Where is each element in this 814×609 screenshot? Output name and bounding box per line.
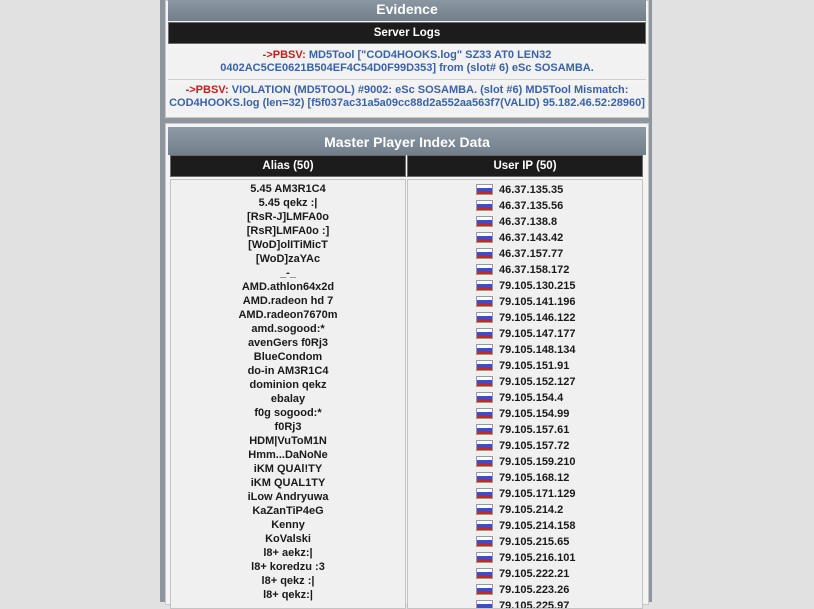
log-text: MD5Tool ["COD4HOOKS.log" SZ33 AT0 LEN32 0402AC5CE0621B504EF4C54D0F99D353] from (slot# 6) eSc SOSAMBA.	[220, 49, 594, 74]
ip-text: 79.105.168.12	[499, 472, 570, 484]
ip-item	[408, 390, 642, 406]
ip-item	[408, 294, 642, 310]
russia-flag-icon	[476, 568, 493, 579]
ip-item	[408, 374, 642, 390]
alias-item: f0Rj3	[274, 421, 302, 433]
log-text: VIOLATION (MD5TOOL) #9002: eSc SOSAMBA. (slot #6) MD5Tool Mismatch: COD4HOOKS.log (len=32) [f5f037ac31a5a09cc88d2a552aa563f7(VALID) 95.182.46.52:28960]	[169, 84, 645, 109]
russia-flag-icon	[476, 264, 493, 275]
ip-item	[408, 598, 642, 609]
ip-text: 79.105.151.91	[499, 360, 570, 372]
alias-item: iKM QUAl!TY	[253, 463, 323, 475]
alias-item: 5.45 qekz :|	[258, 197, 318, 209]
alias-item: iLow Andryuwa	[247, 491, 329, 503]
ip-text: 46.37.143.42	[499, 232, 564, 244]
russia-flag-icon	[476, 488, 493, 499]
russia-flag-icon	[476, 408, 493, 419]
alias-item: ebalay	[270, 393, 306, 405]
alias-item: avenGers f0Rj3	[247, 337, 329, 349]
ip-text: 79.105.225.97	[499, 600, 570, 609]
ip-text: 79.105.159.210	[499, 456, 576, 468]
ip-text: 79.105.148.134	[499, 344, 576, 356]
ip-item	[408, 502, 642, 518]
russia-flag-icon	[476, 456, 493, 467]
ip-text: 79.105.146.122	[499, 312, 576, 324]
russia-flag-icon	[476, 296, 493, 307]
ip-item	[408, 438, 642, 454]
ip-text: 79.105.152.127	[499, 376, 576, 388]
log-prefix: ->PBSV:	[185, 84, 229, 96]
alias-item: HDM|VuToM1N	[249, 435, 327, 447]
ip-item	[408, 406, 642, 422]
ip-list-cell	[407, 179, 643, 609]
russia-flag-icon	[476, 216, 493, 227]
ip-item	[408, 358, 642, 374]
alias-list-cell	[170, 179, 406, 609]
ip-item	[408, 518, 642, 534]
ip-column-header[interactable]: User IP (50)	[407, 155, 643, 177]
alias-item: l8+ koredzu :3	[251, 561, 325, 573]
russia-flag-icon	[476, 600, 493, 609]
ip-item	[408, 214, 642, 230]
evidence-panel	[165, 0, 649, 118]
ip-item	[408, 278, 642, 294]
ip-text: 79.105.215.65	[499, 536, 570, 548]
ip-text: 46.37.135.35	[499, 184, 564, 196]
alias-item: Kenny	[271, 519, 305, 531]
ip-text: 46.37.135.56	[499, 200, 564, 212]
russia-flag-icon	[476, 584, 493, 595]
alias-item: _-_	[280, 267, 296, 279]
alias-item: KoValski	[265, 533, 311, 545]
alias-item: dominion qekz	[249, 379, 327, 391]
alias-item: [RsR]LMFA0o :]	[246, 225, 330, 237]
ip-item	[408, 534, 642, 550]
ip-item	[408, 550, 642, 566]
ip-text: 46.37.157.77	[499, 248, 564, 260]
ip-text: 79.105.141.196	[499, 296, 576, 308]
russia-flag-icon	[476, 504, 493, 515]
master-index-title: Master Player Index Data	[168, 127, 646, 155]
ip-item	[408, 262, 642, 278]
russia-flag-icon	[476, 248, 493, 259]
alias-item: iKM QUAL1TY	[250, 477, 326, 489]
alias-list	[171, 180, 405, 602]
alias-item: [WoD]olITiMicT	[248, 239, 328, 251]
ip-item	[408, 182, 642, 198]
alias-item: AMD.radeon hd 7	[242, 295, 334, 307]
russia-flag-icon	[476, 344, 493, 355]
russia-flag-icon	[476, 440, 493, 451]
russia-flag-icon	[476, 392, 493, 403]
alias-item: [RsR-J]LMFA0o	[247, 211, 329, 223]
ip-item	[408, 582, 642, 598]
ip-item	[408, 454, 642, 470]
ip-item	[408, 566, 642, 582]
alias-item: AMD.radeon7670m	[238, 309, 338, 321]
alias-item: do-in AM3R1C4	[247, 365, 329, 377]
ip-text: 79.105.222.21	[499, 568, 570, 580]
ip-text: 79.105.214.2	[499, 504, 564, 516]
alias-item: l8+ qekz :|	[261, 575, 315, 587]
ip-text: 79.105.154.4	[499, 392, 564, 404]
ip-list	[408, 180, 642, 609]
russia-flag-icon	[476, 424, 493, 435]
ip-text: 79.105.216.101	[499, 552, 576, 564]
russia-flag-icon	[476, 312, 493, 323]
ip-text: 79.105.130.215	[499, 280, 576, 292]
alias-item: f0g sogood:*	[254, 407, 322, 419]
ip-item	[408, 310, 642, 326]
evidence-title: Evidence	[168, 0, 646, 21]
alias-item: [WoD]zaYAc	[255, 253, 321, 265]
ip-item	[408, 486, 642, 502]
ip-item	[408, 198, 642, 214]
ip-text: 46.37.138.8	[499, 216, 558, 228]
ip-text: 79.105.147.177	[499, 328, 576, 340]
alias-item: BlueCondom	[253, 351, 323, 363]
ip-text: 79.105.214.158	[499, 520, 576, 532]
ip-item	[408, 246, 642, 262]
ip-text: 79.105.157.72	[499, 440, 570, 452]
alias-item: AMD.athlon64x2d	[241, 281, 335, 293]
ip-text: 46.37.158.172	[499, 264, 570, 276]
russia-flag-icon	[476, 184, 493, 195]
russia-flag-icon	[476, 360, 493, 371]
russia-flag-icon	[476, 328, 493, 339]
master-player-index-panel	[165, 123, 649, 609]
russia-flag-icon	[476, 376, 493, 387]
alias-item: l8+ qekz:|	[263, 589, 313, 601]
russia-flag-icon	[476, 520, 493, 531]
ip-item	[408, 422, 642, 438]
ip-item	[408, 342, 642, 358]
log-prefix: ->PBSV:	[262, 49, 306, 61]
alias-item: 5.45 AM3R1C4	[250, 183, 326, 195]
alias-item: Hmm...DaNoNe	[248, 449, 328, 461]
ip-text: 79.105.171.129	[499, 488, 576, 500]
russia-flag-icon	[476, 552, 493, 563]
log-entry	[168, 84, 646, 114]
ip-item	[408, 326, 642, 342]
russia-flag-icon	[476, 200, 493, 211]
russia-flag-icon	[476, 536, 493, 547]
ip-item	[408, 470, 642, 486]
russia-flag-icon	[476, 472, 493, 483]
ip-text: 79.105.157.61	[499, 424, 570, 436]
alias-item: l8+ aekz:|	[263, 547, 313, 559]
ip-text: 79.105.154.99	[499, 408, 570, 420]
ip-text: 79.105.223.26	[499, 584, 570, 596]
server-logs-header: Server Logs	[168, 22, 646, 44]
russia-flag-icon	[476, 232, 493, 243]
alias-column-header[interactable]: Alias (50)	[170, 155, 406, 177]
ip-item	[408, 230, 642, 246]
russia-flag-icon	[476, 280, 493, 291]
alias-item: KaZanTiP4eG	[252, 505, 324, 517]
log-entry	[168, 49, 646, 80]
alias-item: amd.sogood:*	[251, 323, 325, 335]
